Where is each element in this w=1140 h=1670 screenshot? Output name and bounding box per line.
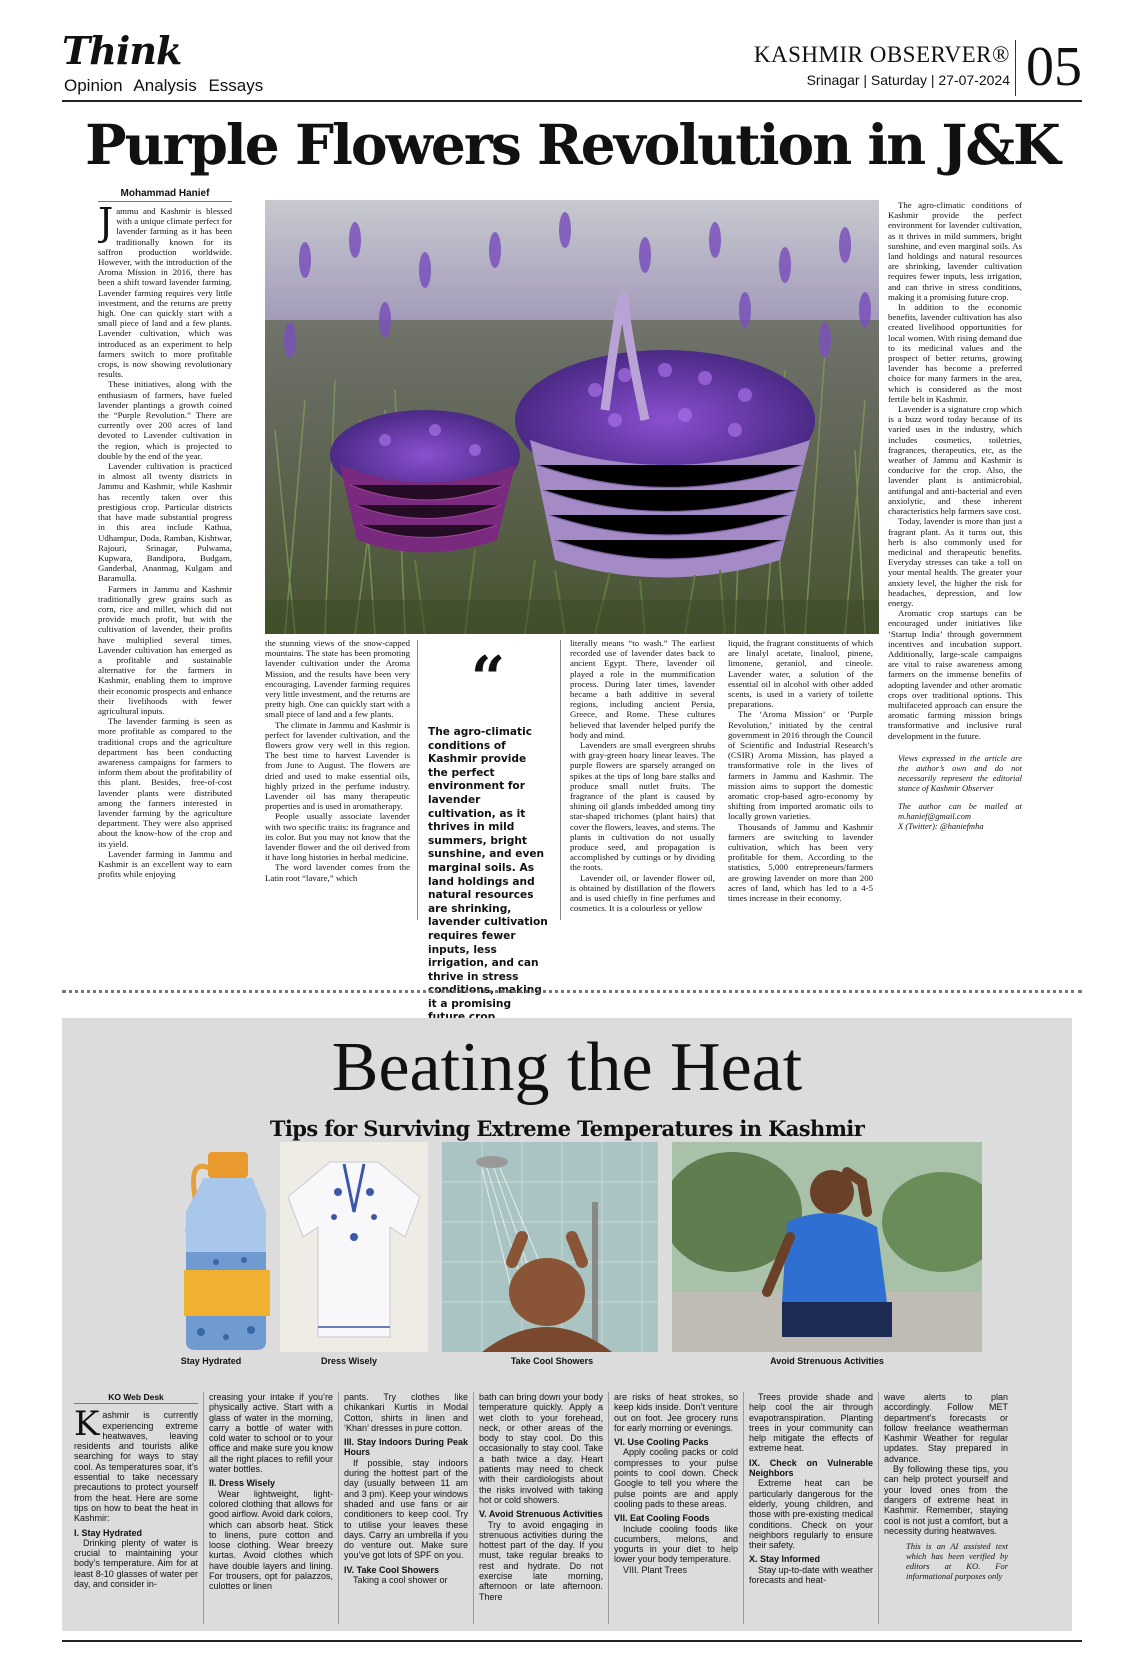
paragraph: Try to avoid engaging in strenuous activities during the hottest part of the day. If you must, take regular breaks to rest and hydrate. Do not exercise late morning, afternoon or late afternoon. There — [479, 1519, 603, 1602]
paragraph: Stay up-to-date with weather forecasts and heat- — [749, 1564, 873, 1586]
feature-column-2 — [209, 1392, 333, 1628]
desk-byline: KO Web Desk — [74, 1392, 198, 1404]
paragraph: By following these tips, you can help protect yourself and your loved ones from the dangers of extreme heat in Kashmir. Remember, staying cool is not just a comfort, but a necessity during heatwaves. — [884, 1464, 1008, 1536]
article-column-3 — [570, 638, 715, 916]
paragraph: The ‘Aroma Mission’ or ‘Purple Revolution,’ initiated by the central government in 2016 through the Council of Scientific and Industrial Research’s (CSIR) Aroma Mission, has played a transformative role in the lives of farmers in Jammu and Kashmir. The mission aims to support the domestic aromatic crop-based agro-economy by shifting from imported aromatic oils to locally grown varieties. — [728, 709, 873, 822]
page-number: 05 — [1026, 36, 1082, 98]
pull-quote — [428, 644, 548, 1010]
column-divider — [417, 640, 418, 920]
paragraph: VIII. Plant Trees — [623, 1564, 688, 1575]
paragraph: The word lavender comes from the Latin root “lavare,” which — [265, 862, 410, 883]
subsection-opinion[interactable]: Opinion — [64, 76, 123, 95]
feature-column-1 — [74, 1392, 198, 1628]
article-column-1 — [98, 206, 232, 916]
tip-heading: III. Stay Indoors During Peak Hours — [344, 1437, 468, 1458]
column-divider — [473, 1392, 474, 1624]
subsection-analysis[interactable]: Analysis — [133, 76, 197, 95]
caption-dress-wisely: Dress Wisely — [321, 1356, 377, 1366]
column-divider — [743, 1392, 744, 1624]
tip-heading: I. Stay Hydrated — [74, 1527, 143, 1538]
caption-stay-hydrated: Stay Hydrated — [180, 1356, 242, 1366]
quote-mark-icon: “ — [470, 644, 506, 714]
lavender-basket-photo — [265, 200, 879, 634]
paragraph: The lavender farming is seen as more profitable as compared to the traditional crops and the agriculture department has been conducting awareness campaigns for farmers to inform them about the profitability of this plant. Besides, free-of-cost lavender plants were distributed among the farmers interested in lavender farming by the agriculture department. They were also apprised about the know-how of the crop and its yield. — [98, 716, 232, 849]
caption-cool-showers: Take Cool Showers — [510, 1356, 594, 1366]
tired-runner-photo — [672, 1142, 982, 1352]
paragraph: bath can bring down your body temperature quickly. Apply a wet cloth to your forehead, neck, or other areas of the body to stay cool. Do this occasionally to stay cool. Take a bath twice a day. Heart patients may need to check with their cardiologists about the risks involved with taking hot or cold showers. — [479, 1392, 603, 1505]
feature-column-7 — [884, 1392, 1008, 1628]
paragraph: creasing your intake if you’re physically active. Start with a glass of water in the morning, carry a bottle of water with cold water to school or to your office and make sure you know all the right places to refill your water bottles. — [209, 1392, 333, 1475]
article-column-2 — [265, 638, 410, 916]
page-number-divider — [1015, 40, 1016, 96]
paragraph: Farmers in Jammu and Kashmir traditionally grew grains such as corn, rice and millet, which did not provide much profit, but with the cultivation of lavender, their profits have multiplied several times. Lavender cultivation has emerged as a profitable and sustainable alternative for the farmers in Kashmir, enabling them to improve their economic prospects and enhance their livelihoods with fewer agricultural inputs. — [98, 583, 232, 716]
ai-disclaimer: This is an AI assisted text which has been verified by editors at KO. For informational purposes only — [906, 1541, 1008, 1582]
column-divider — [560, 640, 561, 920]
dateline: Srinagar | Saturday | 27-07-2024 — [806, 72, 1010, 88]
feature-column-3 — [344, 1392, 468, 1628]
page-bottom-rule — [62, 1640, 1082, 1642]
paragraph-text: ashmir is currently experiencing extreme heatwaves, leaving residents and tourists alike searching for ways to stay cool. As temperatures soar, it’s essential to take necessary precautions to protect yourself from the heat. Here are some tips on how to beat the heat in Kashmir: — [74, 1410, 198, 1524]
byline: Mohammad Hanief — [98, 188, 232, 202]
paragraph: Extreme heat can be particularly dangerous for the elderly, young children, and those with pre-existing medical conditions. Check on your neighbors regularly to ensure their safety. — [749, 1478, 873, 1551]
feature-column-6 — [749, 1392, 873, 1628]
article-column-4 — [728, 638, 873, 916]
feature-box-beating-the-heat — [62, 1018, 1072, 1631]
paragraph — [74, 1404, 198, 1524]
paragraph: are risks of heat strokes, so keep kids inside. Don’t venture out on foot. Jee grocery runs for early morning or evenings. — [614, 1392, 738, 1433]
subsection-essays[interactable]: Essays — [208, 76, 264, 95]
paragraph: In addition to the economic benefits, lavender cultivation has also created livelihood opportunities for local women. With rising demand due to its medicinal values and the prospect of better returns, growing lavender has become a preferred choice for many farmers in the area, which is considered as the most fertile belt in Kashmir. — [888, 302, 1022, 404]
paragraph: pants. Try clothes like chikankari Kurtis in Modal Cotton, shirts in linen and ‘Khan’ dresses in pure cotton. — [344, 1392, 468, 1433]
paragraph: Lavender is a signature crop which is a buzz word today because of its varied uses in the industry, which includes cosmetics, toiletries, fragrances, therapeutics, etc, as the weather of Jammu and Kashmir is conducive for the crop. Also, the lavender plant is antimicrobial, antifungal and anti-bacterial and even anxiolytic, and these inherent characteristics help farmers save cost. — [888, 404, 1022, 517]
tip-heading: V. Avoid Strenuous Activities — [479, 1509, 603, 1520]
paragraph-text: ammu and Kashmir is blessed with a unique climate perfect for lavender farming as it has been traditionally known for its saffron production worldwide. However, with the introduction of the Aroma Mission in 2016, there has been a shift toward lavender farming. Lavender farming requires very little investment, and the returns are pretty high. One can quickly start with a small piece of land and a few plants. Lavender cultivation, which was introduced as an experiment to help farmers switch to more profitable crops, is now showing revolutionary results. — [98, 206, 232, 380]
paragraph: If possible, stay indoors during the hottest part of the day (usually between 11 am and 3 pm). Keep your windows shaded and use fans or air conditioners to keep cool. Try to utilise your leaves these days. Carry an umbrella if you do venture out. Make sure you’ve got lots of SPF on you. — [344, 1457, 468, 1561]
paragraph: liquid, the fragrant constituents of which are linalyl acetate, linalool, pinene, limonene, geraniol, and cineole. Lavender water, a solution of the essential oil in alcohol with other added scents, is used in a variety of toilette preparations. — [728, 638, 873, 710]
paragraph: These initiatives, along with the enthusiasm of farmers, have fueled lavender plantings a growth coined the “Purple Revolution.” There are currently over 200 acres of land devoted to Lavender cultivation in the region, which is projected to double by the end of the year. — [98, 379, 232, 461]
subsection-list — [64, 76, 270, 96]
feature-column-5 — [614, 1392, 738, 1628]
section-divider — [62, 990, 1082, 993]
tip-heading: X. Stay Informed — [749, 1554, 821, 1565]
paragraph: Wear lightweight, light-colored clothing that allows for good airflow. Avoid dark colors, which can absorb heat. Stick to linens, pure cotton and loose clothing. Wear breezy kurtas. Avoid clothes which have double layers and lining. For trousers, opt for palazzos, culottes or linen — [209, 1488, 333, 1592]
author-email[interactable]: The author can be mailed at m.hanief@gmail.com — [898, 800, 1022, 821]
masthead — [62, 28, 1082, 102]
paragraph: literally means “to wash.” The earliest recorded use of lavender dates back to ancient Egypt. There, lavender oil played a role in the mummification process. During later times, lavender became a bath additive in several regions, including ancient Persia, Greece, and Rome. These cultures believed that lavender helped purify the body and mind. — [570, 638, 715, 740]
paragraph: Lavender oil, or lavender flower oil, is obtained by distillation of the flowers and is used chiefly in fine perfumes and cosmetics. It is a colourless or yellow — [570, 872, 715, 914]
paragraph: Trees provide shade and help cool the air through evapotranspiration. Planting trees in your community can help mitigate the effects of extreme heat. — [749, 1392, 873, 1454]
tip-heading: IV. Take Cool Showers — [344, 1564, 440, 1575]
tip-heading: II. Dress Wisely — [209, 1478, 275, 1489]
paragraph: wave alerts to plan accordingly. Follow MET department’s forecasts or follow freelance weatherman Kashmir Weather for regular updates. Stay prepared in advance. — [884, 1392, 1008, 1464]
tip-heading: VII. Eat Cooling Foods — [614, 1513, 710, 1524]
feature-subtitle: Tips for Surviving Extreme Temperatures in Kashmir — [269, 1116, 865, 1141]
paragraph: People usually associate lavender with two specific traits: its fragrance and its color. But you may not know that the lavender flower and the oil derived from it have long histories in herbal medicine. — [265, 811, 410, 863]
section-title: Think — [62, 28, 182, 73]
column-divider — [878, 1392, 879, 1624]
feature-column-4 — [479, 1392, 603, 1628]
tip-heading: IX. Check on Vulnerable Neighbors — [749, 1457, 873, 1479]
drop-cap: J — [98, 206, 114, 244]
feature-title: Beating the Heat — [331, 1029, 803, 1106]
article-column-5 — [888, 200, 1022, 920]
paragraph: Lavender farming in Jammu and Kashmir is an excellent way to earn profits while enjoying — [98, 848, 232, 880]
paragraph: the stunning views of the snow-capped mountains. The state has been promoting lavender cultivation under the Aroma Mission, and the results have been very encouraging. Lavender farming requires very little investment, and the returns are pretty high. One can quickly start with a small piece of land and a few plants. — [265, 638, 410, 720]
paragraph: Taking a cool shower or — [353, 1575, 448, 1586]
paragraph: The agro-climatic conditions of Kashmir provide the perfect environment for lavender cultivation, as it thrives in mild summers, bright sunshine, and even marginal soils. As land holdings and natural resources are shrinking, lavender cultivation requires fewer inputs, less irrigation, and can thrive in stress conditions, making it a promising future crop. — [888, 200, 1022, 302]
caption-avoid-strenuous: Avoid Strenuous Activities — [770, 1356, 884, 1366]
white-kurta-photo — [280, 1142, 428, 1352]
paragraph: Today, lavender is more than just a fragrant plant. As it turns out, this herb is also commonly used for medicinal and therapeutic benefits. Everyday stresses can take a toll on your mental health. The greater your anxiety level, the higher the risk for headaches, depression, and low energy. — [888, 516, 1022, 608]
column-divider — [203, 1392, 204, 1624]
paragraph: Drinking plenty of water is crucial to maintaining your body’s temperature. Aim for at least 8-10 glasses of water per day, and consider in- — [74, 1537, 198, 1590]
water-bottle-illustration — [156, 1142, 286, 1352]
column-divider — [338, 1392, 339, 1624]
pull-quote-text: The agro-climatic conditions of Kashmir provide the perfect environment for lavender cultivation, as it thrives in mild summers, bright sunshine, and even marginal soils. As land holdings and natural resources are shrinking, lavender cultivation requires fewer inputs, less irrigation, and can thrive in stress conditions, making it a promising — [428, 726, 548, 1010]
paragraph: The climate in Jammu and Kashmir is perfect for lavender cultivation, and the flowers grow very well in this region. The best time to harvest Lavender is from June to August. The flowers are dried and used to make essential oils, highly prized in the perfume industry. Lavender oil has many therapeutic properties and is used in aromatherapy. — [265, 719, 410, 812]
cool-shower-photo — [442, 1142, 658, 1352]
drop-cap: K — [74, 1404, 100, 1445]
paragraph: Lavender cultivation is practiced in almost all twenty districts in Jammu and Kashmir, while Kashmir has recently taken over this prestigious crop. Particular districts that have made substantial progress in this area include Kathua, Udhampur, Doda, Ramban, Kishtwar, Rajouri, Srinagar, Pulwama, Kupwara, Bandipora, Budgam, Ganderbal, Anantnag, Kulgam and Baramulla. — [98, 461, 232, 584]
column-divider — [608, 1392, 609, 1624]
paragraph — [98, 206, 232, 379]
article-headline: Purple Flowers Revolution in J&K — [85, 112, 1059, 177]
newspaper-brand: KASHMIR OBSERVER® — [753, 42, 1010, 67]
paragraph: Aromatic crop startups can be encouraged under initiatives like ‘Startup India’ through government incentives and incubation support. Additionally, large-scale campaigns are vital to raise awareness among farmers on the immense benefits of adopting lavender and other aromatic crops over traditional options. This multifaceted approach can ensure the aromatic farming mission brings transformative and inclusive rural development in the future. — [888, 608, 1022, 741]
author-twitter[interactable]: X (Twitter): @haniefmha — [898, 820, 984, 831]
paragraph: Thousands of Jammu and Kashmir farmers are switching to lavender cultivation, which has been very profitable for them. According to the statistics, 5,000 entrepreneurs/farmers are growing lavender on more than 200 acres of land, which has led to a 4-5 times increase in their economy. — [728, 821, 873, 904]
paragraph: Include cooling foods like cucumbers, melons, and yogurts in your diet to help lower your body temperature. — [614, 1523, 738, 1565]
tip-heading: VI. Use Cooling Packs — [614, 1437, 709, 1448]
paragraph: Lavenders are small evergreen shrubs with gray-green hoary linear leaves. The purple flowers are sparsely arranged on spikes at the tips of long bare stalks and produce small nutlet fruits. The fragrance of the plant is caused by shining oil glands imbedded among tiny star-shaped trichomes (plant hairs) that cover the flowers, leaves, and stems. The plants in cultivation do not usually produce seed, and propagation is accomplished by cuttings or by dividing the roots. — [570, 740, 715, 873]
opinion-disclaimer: Views expressed in the article are the author’s own and do not necessarily represent the editorial stance of Kashmir Observer — [898, 752, 1022, 793]
paragraph: Apply cooling packs or cold compresses to your pulse points to cool down. Check Google to tell you where the pulse points are and apply cooling pads to these areas. — [614, 1447, 738, 1509]
